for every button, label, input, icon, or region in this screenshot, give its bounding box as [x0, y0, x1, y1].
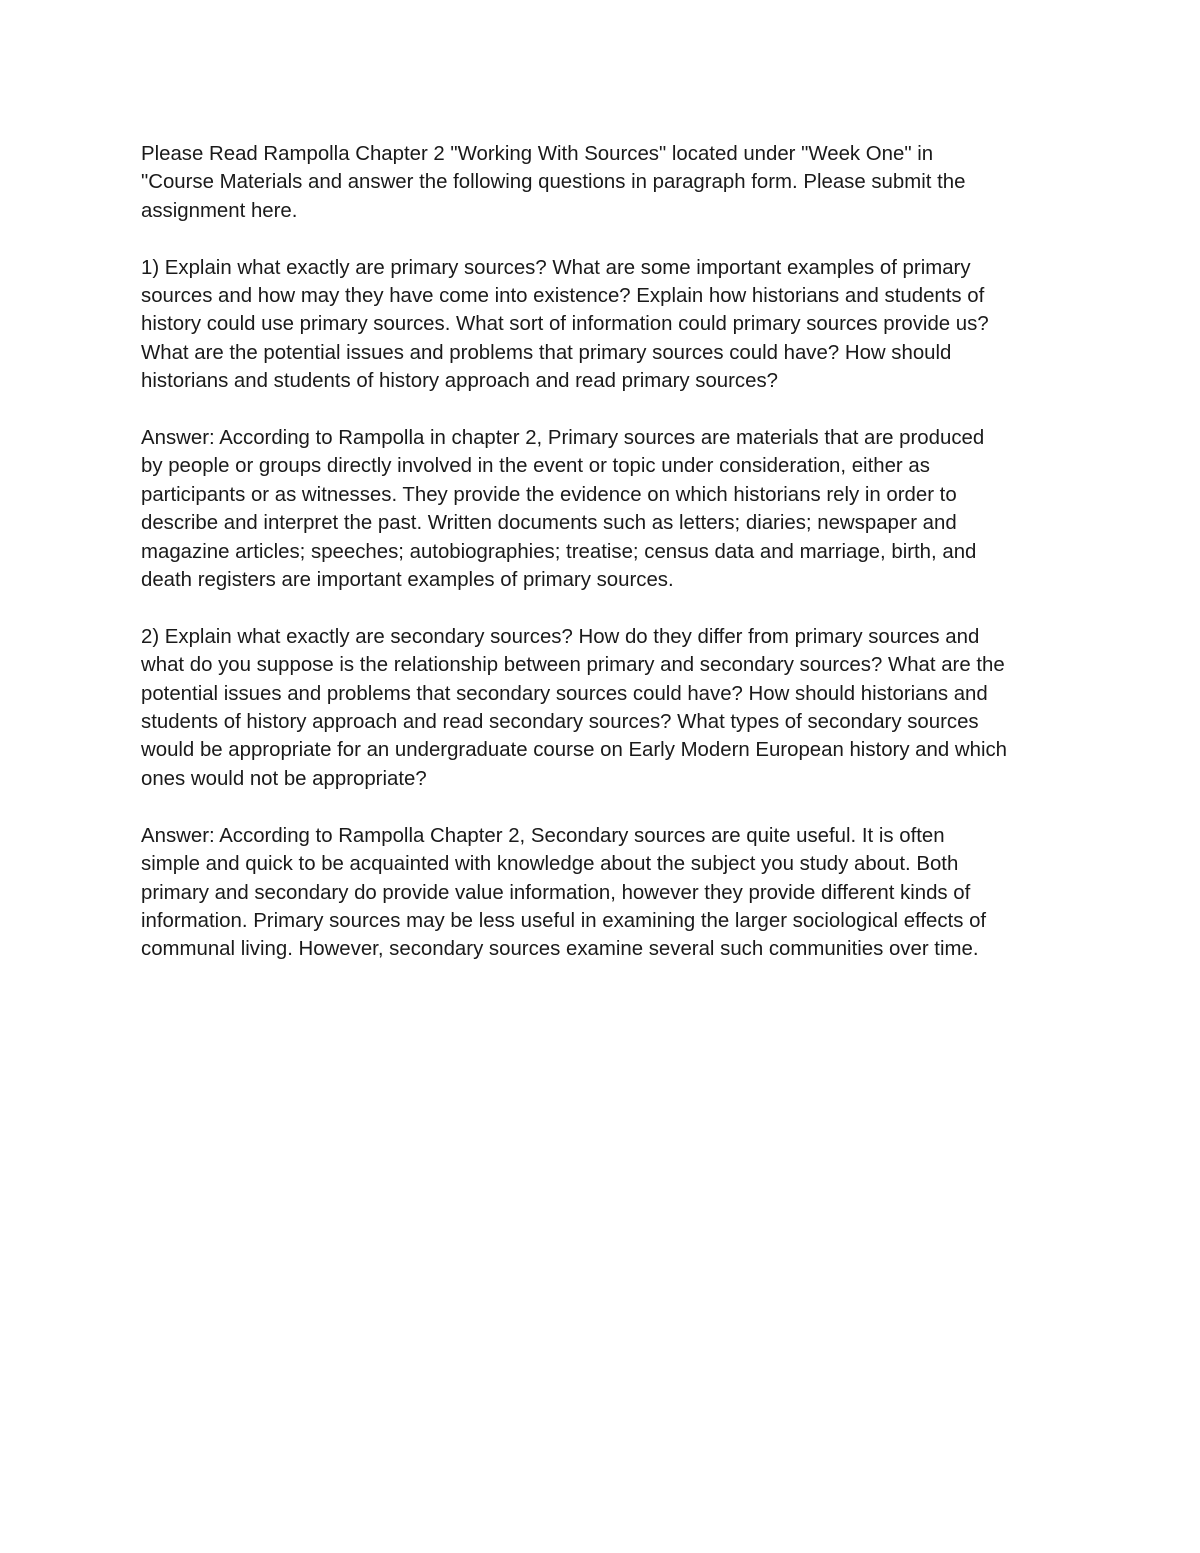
text-line: Answer: According to Rampolla Chapter 2, Secondary sources are quite useful. It is often: [141, 824, 945, 847]
text-line: Answer: According to Rampolla in chapter 2, Primary sources are materials that are produced: [141, 427, 985, 450]
text-line: potential issues and problems that secondary sources could have? How should historians and: [141, 682, 988, 705]
text-line: sources and how may they have come into existence? Explain how historians and students of: [141, 285, 985, 308]
text-line: participants or as witnesses. They provide the evidence on which historians rely in order to: [141, 483, 957, 506]
text-line: simple and quick to be acquainted with knowledge about the subject you study about. Both: [141, 853, 959, 876]
question-1: [141, 254, 1071, 396]
document-body: [141, 140, 1071, 992]
text-line: by people or groups directly involved in the event or topic under consideration, either as: [141, 455, 930, 478]
text-line: describe and interpret the past. Written documents such as letters; diaries; newspaper and: [141, 512, 957, 535]
text-line: Please Read Rampolla Chapter 2 "Working With Sources" located under "Week One" in: [141, 143, 934, 165]
text-line: ones would not be appropriate?: [141, 767, 427, 790]
text-line: magazine articles; speeches; autobiographies; treatise; census data and marriage, birth, and: [141, 540, 977, 563]
text-line: history could use primary sources. What sort of information could primary sources provide us?: [141, 313, 989, 336]
text-line: what do you suppose is the relationship between primary and secondary sources? What are the: [141, 654, 1005, 677]
answer-1: [141, 424, 1071, 594]
text-line: "Course Materials and answer the following questions in paragraph form. Please submit the: [141, 171, 966, 194]
text-line: historians and students of history approach and read primary sources?: [141, 370, 778, 393]
text-line: communal living. However, secondary sources examine several such communities over time.: [141, 938, 979, 961]
text-line: primary and secondary do provide value information, however they provide different kinds of: [141, 881, 971, 904]
assignment-instructions: [141, 140, 1071, 225]
text-line: assignment here.: [141, 199, 298, 222]
answer-2: [141, 822, 1071, 964]
text-line: death registers are important examples of primary sources.: [141, 569, 674, 592]
text-line: 2) Explain what exactly are secondary sources? How do they differ from primary sources and: [141, 625, 980, 648]
text-line: would be appropriate for an undergraduate course on Early Modern European history and which: [141, 739, 1008, 762]
text-line: students of history approach and read secondary sources? What types of secondary sources: [141, 711, 979, 734]
text-line: 1) Explain what exactly are primary sources? What are some important examples of primary: [141, 256, 971, 279]
text-line: What are the potential issues and problems that primary sources could have? How should: [141, 341, 952, 364]
text-line: information. Primary sources may be less useful in examining the larger sociological effects of: [141, 909, 987, 932]
question-2: [141, 623, 1071, 793]
